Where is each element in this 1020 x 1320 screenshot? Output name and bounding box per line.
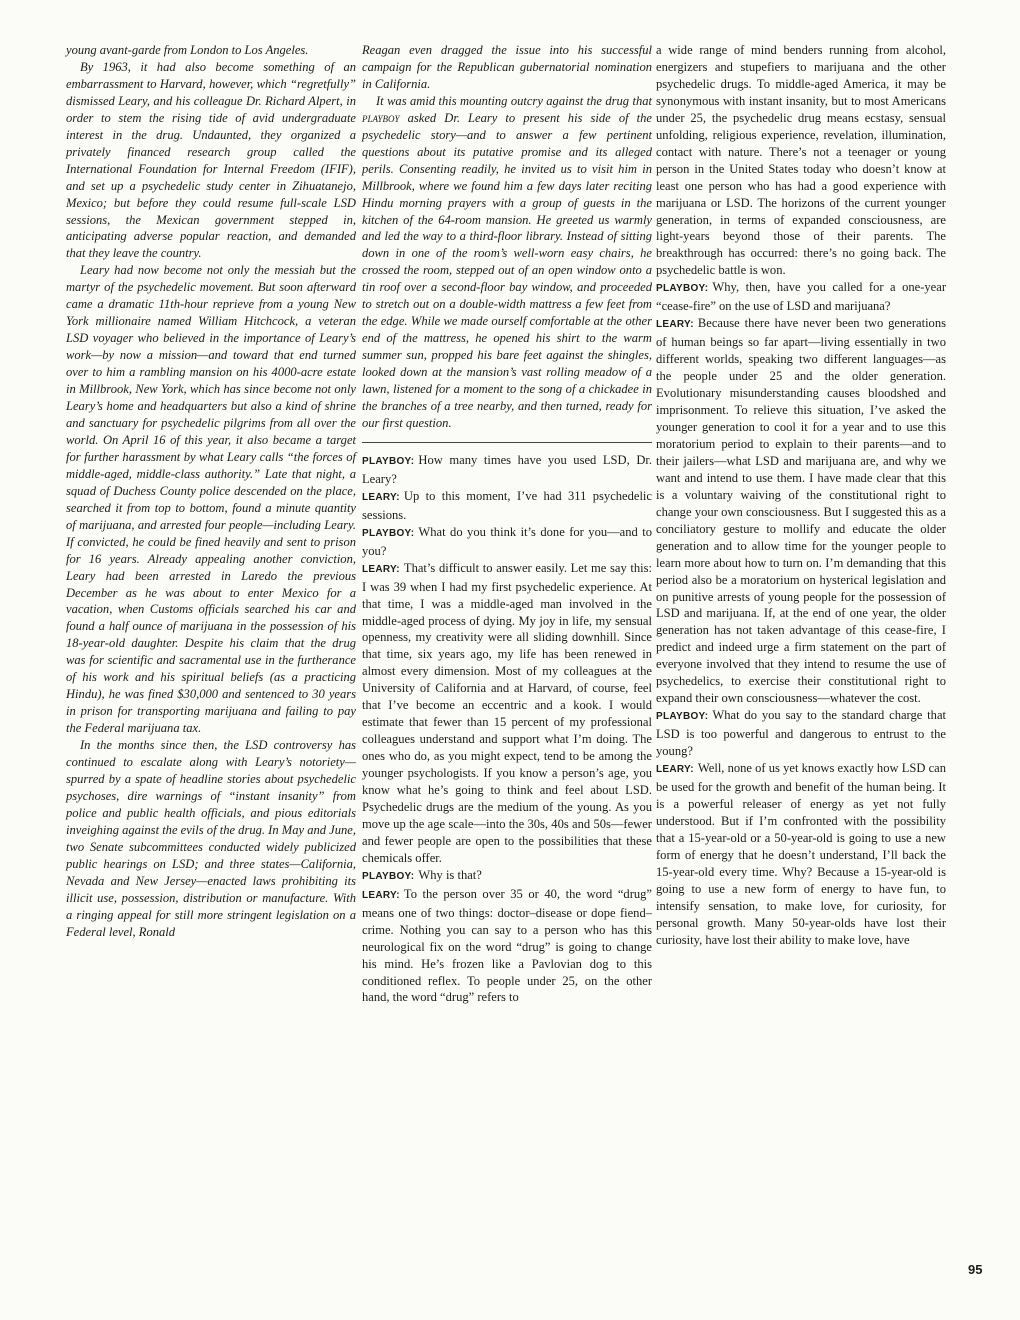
interview-text: To the person over 35 or 40, the word “drug” means one of two things: doctor–disease or dope fiend–crime. Nothing you can say to a person who has this neurological fix on the word “drug” is going to change his mind. He’s frozen like a Pavlovian dog to this conditioned reflex. To people under 25, on the other hand, the word “drug” refers to <box>362 886 652 1005</box>
interview-text: Why, then, have you called for a one-year “cease-fire” on the use of LSD and marijuana? <box>656 280 946 314</box>
interview-text: That’s difficult to answer easily. Let me say this: I was 39 when I had my first psychedelic experience. At that time, I was a middle-aged man involved in the middle-aged process of dying. My joy in life, my sensual openness, my creativity were all sliding downhill. Since that time, six years ago, my life has been renewed in almost every dimension. Most of my colleagues at the University of California and at Harvard, of course, feel that I’ve become an eccentric and a kook. I would estimate that fewer than 15 percent of my professional colleagues understand and support what I’m doing. The ones who do, as you might expect, tend to be among the younger psychologists. If you know a person’s age, you know what he’s going to think and feel about LSD. Psychedelic drugs are the medium of the young. As you move up the age scale—into the 30s, 40s and 50s—fewer and fewer people are open to the possibilities that these chemicals offer. <box>362 560 652 865</box>
speaker-label: LEARY: <box>362 889 400 901</box>
interview-text: How many times have you used LSD, Dr. Leary? <box>362 452 652 486</box>
interview-text: What do you say to the standard charge that LSD is too powerful and dangerous to entrust to the young? <box>656 708 946 759</box>
intro-paragraph: By 1963, it had also become something of an embarrassment to Harvard, however, which “regretfully” dismissed Leary, and his colleague Dr. Richard Alpert, in order to stem the rising tide of avid undergraduate interest in the drug. Undaunted, they organized a privately financed research group called the International Foundation for Internal Freedom (IFIF), and set up a psychedelic study center in Zihuatanejo, Mexico; but before they could resume full-scale LSD sessions, the Mexican government stepped in, anticipating adverse popular reaction, and demanded that they leave the country. <box>66 59 356 261</box>
interview-section <box>362 452 652 1007</box>
page-number: 95 <box>968 1262 983 1277</box>
intro-text: asked Dr. Leary to present his side of the psychedelic story—and to answer a few pertinent questions about its putative promise and its alleged perils. Consenting readily, he invited us to visit him in Millbrook, where we found him a few days later reciting Hindu morning prayers with a group of guests in the kitchen of the 64-room mansion. He greeted us warmly and led the way to a third-floor library. Instead of sitting down in one of the room’s well-worn easy chairs, he crossed the room, stepped out of an open window onto a tin roof over a second-floor bay window, and proceeded to stretch out on a double-width mattress a few feet from the edge. While we made ourself comfortable at the other end of the mattress, he opened his shirt to the warm summer sun, propped his bare feet against the shingles, looked down at the mansion’s vast rolling meadow of a lawn, listened for a moment to the song of a chickadee in the branches of a tree nearby, and then turned, ready for our first question. <box>362 110 652 430</box>
interview-exchange <box>656 42 946 279</box>
magazine-name: playboy <box>362 110 400 125</box>
intro-paragraph: In the months since then, the LSD controversy has continued to escalate along with Leary’s notoriety—spurred by a spate of headline stories about psychedelic psychoses, dire warnings of “instant insanity” from police and public health officials, and pious editorials inveighing against the evils of the drug. In May and June, two Senate subcommittees conducted widely publicized public hearings on LSD; and three states—California, Nevada and New Jersey—enacted laws prohibiting its illicit use, possession, distribution or manufacture. With a ringing appeal for still more stringent legislation on a Federal level, Ronald <box>66 738 356 939</box>
intro-column-1 <box>66 42 356 941</box>
speaker-label: PLAYBOY: <box>656 711 709 723</box>
intro-paragraph: young avant-garde from London to Los Angeles. <box>66 43 309 57</box>
interview-exchange <box>362 488 652 524</box>
column-3 <box>656 42 946 949</box>
interview-text: What do you think it’s done for you—and to you? <box>362 524 652 558</box>
interview-exchange <box>656 760 946 948</box>
speaker-label: PLAYBOY: <box>362 455 415 467</box>
interview-text: Well, none of us yet knows exactly how LSD can be used for the growth and benefit of the human being. It is a powerful releaser of energy as yet not fully understood. But if I’m confronted with the possibility that a 15-year-old or a 50-year-old is going to use a new form of energy that he doesn’t understand, I’ll back the 15-year-old every time. Why? Because a 15-year-old is going to use a new form of energy to have fun, to intensify sensation, to make love, for curiosity, for personal growth. Many 50-year-olds have lost their curiosity, have lost their ability to make love, have <box>656 761 946 947</box>
speaker-label: PLAYBOY: <box>362 527 415 539</box>
interview-exchange <box>362 524 652 560</box>
interview-exchange <box>656 315 946 707</box>
speaker-label: LEARY: <box>656 764 694 776</box>
interview-text: a wide range of mind benders running from alcohol, energizers and stupefiers to marijuana and the other psychedelic drugs. To middle-aged America, it may be synonymous with instant insanity, but to most Americans under 25, the psychedelic drug means ecstasy, sensual unfolding, religious experience, revelation, illumination, contact with nature. There’s not a teenager or young person in the United States today who doesn’t know at least one person who has had a good experience with marijuana or LSD. The horizons of the current younger generation, in terms of expanded consciousness, are light-years beyond those of their parents. The breakthrough has occurred: there’s no going back. The psychedelic battle is won. <box>656 43 946 278</box>
interview-exchange <box>362 867 652 886</box>
interview-text: Up to this moment, I’ve had 311 psychedelic sessions. <box>362 488 652 522</box>
interview-exchange <box>362 560 652 867</box>
section-divider <box>362 442 652 443</box>
column-2 <box>362 42 652 1006</box>
intro-paragraph: Reagan even dragged the issue into his successful campaign for the Republican gubernatorial nomination in California. <box>362 43 652 91</box>
interview-text: Because there have never been two generations of human beings so far apart—living essentially in two different worlds, speaking two different languages—as the people under 25 and the older generation. Evolutionary misunderstanding causes bloodshed and imprisonment. To relieve this situation, I’ve asked the younger generation to cool it for a year and to use this moratorium period to explain to their parents—and to their jailers—what LSD and marijuana are, and why we want and intend to use them. I have made clear that this is a voluntary waiving of the constitutional right to change your own consciousness. But I suggested this as a conciliatory gesture to mollify and educate the older generation and to allow time for the younger people to learn more about how to turn on. I’m demanding that this period also be a moratorium on hysterical legislation and on punitive arrests of young people for the possession of LSD and marijuana. If, at the end of one year, the older generation has not taken advantage of this cease-fire, I predict and indeed urge a firm statement on the part of everyone involved that they intend to resume the use of psychedelics, to exercise their constitutional right to expand their own consciousness—whatever the cost. <box>656 316 946 706</box>
speaker-label: LEARY: <box>362 491 400 503</box>
interview-exchange <box>656 707 946 760</box>
interview-exchange <box>656 279 946 315</box>
speaker-label: LEARY: <box>656 319 694 331</box>
interview-section <box>656 42 946 949</box>
interview-exchange <box>362 452 652 488</box>
intro-paragraph <box>362 93 652 432</box>
speaker-label: LEARY: <box>362 563 400 575</box>
interview-exchange <box>362 886 652 1007</box>
intro-continuation <box>362 42 652 432</box>
speaker-label: PLAYBOY: <box>656 283 709 295</box>
intro-text: It was amid this mounting outcry against the drug that <box>376 93 652 108</box>
interview-text: Why is that? <box>418 867 482 882</box>
intro-paragraph: Leary had now become not only the messiah but the martyr of the psychedelic movement. But soon afterward came a dramatic 11th-hour reprieve from a young New York millionaire named William Hitchcock, a veteran LSD voyager who believed in the importance of Leary’s work—by now a mission—and toward that end turned over to him a rambling mansion on his 4000-acre estate in Millbrook, New York, which has since become not only Leary’s home and headquarters but also a kind of shrine and sanctuary for psychedelic pilgrims from all over the world. On April 16 of this year, it also became a target for further harassment by what Leary calls “the forces of middle-aged, middle-class authority.” Late that night, a squad of Duchess County police descended on the place, searched it from top to bottom, found a minute quantity of marijuana, and arrested four people—including Leary. If convicted, he could be fined heavily and sent to prison for 16 years. Already appealing another conviction, Leary had been arrested in Laredo the previous December as he was about to enter Mexico for a vacation, when Customs officials searched his car and found a half ounce of marijuana in the possession of his 18-year-old daughter. Despite his claim that the drug was for scientific and sacramental use in the furtherance of his work and his spiritual beliefs (as a practicing Hindu), he was fined $30,000 and sentenced to 30 years in prison for transporting marijuana and failing to pay the Federal marijuana tax. <box>66 263 356 736</box>
speaker-label: PLAYBOY: <box>362 870 415 882</box>
